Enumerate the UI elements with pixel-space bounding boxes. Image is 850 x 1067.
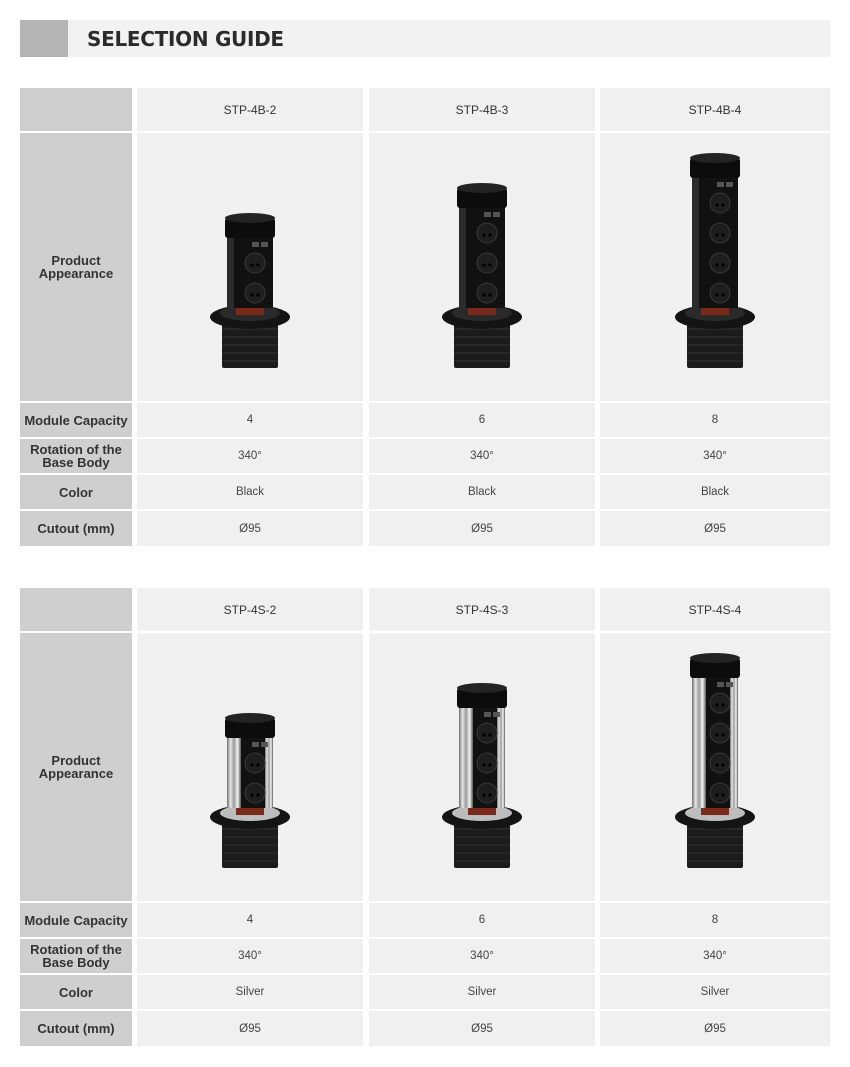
power-socket-icon [710, 283, 730, 303]
color-value: Silver [600, 975, 830, 1009]
power-socket-icon [245, 753, 265, 773]
usb-port-icon [493, 712, 500, 717]
power-socket-icon [710, 193, 730, 213]
socket-pin [488, 293, 491, 296]
pop-up-socket-image [369, 633, 595, 901]
rotation-value: 340° [137, 939, 363, 973]
power-socket-icon [477, 283, 497, 303]
power-socket-icon [245, 253, 265, 273]
chrome-side [692, 678, 706, 808]
rotation-value: 340° [600, 939, 830, 973]
socket-pin [488, 233, 491, 236]
model-header: STP-4S-2 [137, 588, 363, 631]
socket-pin [715, 703, 718, 706]
collar-indicator [468, 307, 496, 315]
collar-indicator [236, 307, 264, 315]
socket-pin [488, 793, 491, 796]
collar-indicator [236, 807, 264, 815]
usb-port-icon [252, 742, 259, 747]
tower-side [459, 208, 466, 308]
socket-pin [721, 733, 724, 736]
chrome-side [265, 738, 273, 808]
socket-pin [715, 293, 718, 296]
socket-pin [256, 763, 259, 766]
tower-cap-top [457, 183, 507, 193]
tower-cap-top [690, 153, 740, 163]
socket-pin [256, 293, 259, 296]
usb-port-icon [717, 682, 724, 687]
power-socket-icon [477, 223, 497, 243]
pop-up-socket-image [137, 133, 363, 401]
socket-pin [721, 703, 724, 706]
power-socket-icon [245, 283, 265, 303]
capacity-value: 6 [369, 903, 595, 937]
socket-pin [250, 293, 253, 296]
power-socket-icon [710, 693, 730, 713]
usb-port-icon [717, 182, 724, 187]
chrome-side [730, 678, 738, 808]
power-socket-icon [710, 223, 730, 243]
socket-pin [482, 263, 485, 266]
cutout-value: Ø95 [369, 1011, 595, 1046]
pop-up-socket-image [600, 633, 830, 901]
pop-up-socket-image [369, 133, 595, 401]
chrome-side [459, 708, 473, 808]
rotation-value: 340° [600, 439, 830, 473]
collar-indicator [701, 807, 729, 815]
section-header [20, 20, 830, 57]
power-socket-icon [477, 753, 497, 773]
tower-cap-top [225, 713, 275, 723]
row-label-color: Color [20, 975, 132, 1009]
socket-pin [715, 233, 718, 236]
row-label-capacity: Module Capacity [20, 903, 132, 937]
socket-pin [715, 203, 718, 206]
usb-port-icon [484, 712, 491, 717]
socket-pin [250, 793, 253, 796]
model-header: STP-4S-3 [369, 588, 595, 631]
tower-side [692, 178, 699, 308]
capacity-value: 8 [600, 403, 830, 437]
usb-port-icon [484, 212, 491, 217]
model-header: STP-4B-2 [137, 88, 363, 131]
socket-pin [715, 733, 718, 736]
socket-pin [715, 793, 718, 796]
usb-port-icon [726, 682, 733, 687]
power-socket-icon [710, 753, 730, 773]
capacity-value: 4 [137, 903, 363, 937]
pop-up-socket-image [137, 633, 363, 901]
power-socket-icon [710, 783, 730, 803]
cutout-value: Ø95 [600, 511, 830, 546]
color-value: Black [137, 475, 363, 509]
usb-port-icon [261, 742, 268, 747]
socket-pin [482, 793, 485, 796]
model-header: STP-4B-3 [369, 88, 595, 131]
cutout-value: Ø95 [369, 511, 595, 546]
power-socket-icon [245, 783, 265, 803]
usb-port-icon [726, 182, 733, 187]
socket-pin [721, 293, 724, 296]
product-image-cell [600, 633, 830, 901]
header-accent-block [20, 20, 68, 57]
row-label-appearance: Product Appearance [20, 133, 132, 401]
usb-port-icon [493, 212, 500, 217]
row-label-rotation: Rotation of the Base Body [20, 439, 132, 473]
product-image-cell [369, 633, 595, 901]
rotation-value: 340° [369, 939, 595, 973]
chrome-side [497, 708, 505, 808]
color-value: Black [369, 475, 595, 509]
socket-pin [715, 263, 718, 266]
product-image-cell [137, 633, 363, 901]
tower-cap-top [225, 213, 275, 223]
tower-side [227, 238, 234, 308]
product-image-cell [600, 133, 830, 401]
socket-pin [488, 733, 491, 736]
socket-pin [721, 203, 724, 206]
tower-cap-top [690, 653, 740, 663]
usb-port-icon [261, 242, 268, 247]
socket-pin [250, 263, 253, 266]
socket-pin [715, 763, 718, 766]
cutout-value: Ø95 [137, 1011, 363, 1046]
socket-pin [721, 763, 724, 766]
row-label-capacity: Module Capacity [20, 403, 132, 437]
socket-pin [256, 793, 259, 796]
capacity-value: 4 [137, 403, 363, 437]
socket-pin [721, 793, 724, 796]
socket-pin [482, 733, 485, 736]
socket-pin [250, 763, 253, 766]
color-value: Silver [369, 975, 595, 1009]
color-value: Black [600, 475, 830, 509]
chrome-side [227, 738, 241, 808]
rotation-value: 340° [369, 439, 595, 473]
pop-up-socket-image [600, 133, 830, 401]
rotation-value: 340° [137, 439, 363, 473]
socket-pin [482, 293, 485, 296]
tower-cap-top [457, 683, 507, 693]
corner-cell [20, 588, 132, 631]
color-value: Silver [137, 975, 363, 1009]
row-label-appearance: Product Appearance [20, 633, 132, 901]
socket-pin [721, 233, 724, 236]
socket-pin [488, 763, 491, 766]
socket-pin [488, 263, 491, 266]
socket-pin [482, 233, 485, 236]
socket-pin [256, 263, 259, 266]
usb-port-icon [252, 242, 259, 247]
capacity-value: 8 [600, 903, 830, 937]
power-socket-icon [477, 783, 497, 803]
power-socket-icon [477, 253, 497, 273]
corner-cell [20, 88, 132, 131]
collar-indicator [468, 807, 496, 815]
socket-pin [482, 763, 485, 766]
collar-indicator [701, 307, 729, 315]
row-label-rotation: Rotation of the Base Body [20, 939, 132, 973]
socket-pin [721, 263, 724, 266]
product-image-cell [369, 133, 595, 401]
power-socket-icon [477, 723, 497, 743]
model-header: STP-4S-4 [600, 588, 830, 631]
capacity-value: 6 [369, 403, 595, 437]
row-label-color: Color [20, 475, 132, 509]
power-socket-icon [710, 253, 730, 273]
power-socket-icon [710, 723, 730, 743]
model-header: STP-4B-4 [600, 88, 830, 131]
row-label-cutout: Cutout (mm) [20, 511, 132, 546]
page-title: SELECTION GUIDE [87, 27, 284, 51]
row-label-cutout: Cutout (mm) [20, 1011, 132, 1046]
cutout-value: Ø95 [600, 1011, 830, 1046]
cutout-value: Ø95 [137, 511, 363, 546]
product-image-cell [137, 133, 363, 401]
